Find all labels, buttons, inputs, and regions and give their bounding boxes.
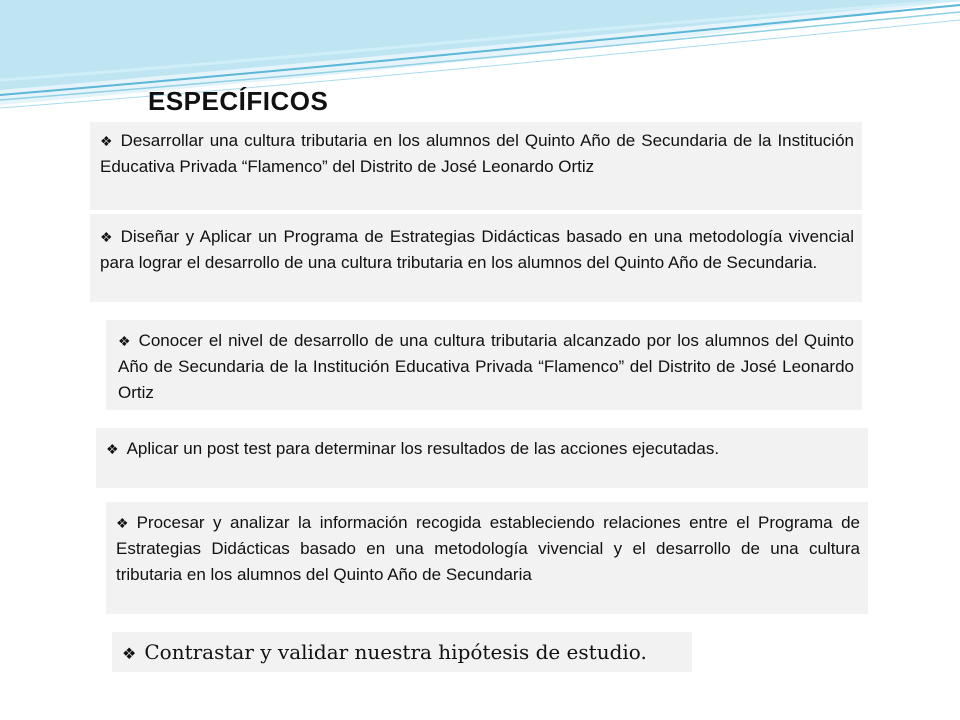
diamond-bullet-icon: ❖	[116, 515, 129, 531]
diamond-bullet-icon: ❖	[122, 644, 137, 663]
objective-text: Procesar y analizar la información recogida estableciendo relaciones entre el Programa de Estrategias Didácticas basado en una metodología vivencial y el desarrollo de una cultura tributaria en los alumnos del Quinto Año de Secundaria	[116, 513, 860, 584]
objective-text: Diseñar y Aplicar un Programa de Estrategias Didácticas basado en una metodología vivencial para lograr el desarrollo de una cultura tributaria en los alumnos del Quinto Año de Secundaria.	[100, 227, 854, 272]
diamond-bullet-icon: ❖	[118, 333, 131, 349]
objective-5	[106, 502, 868, 614]
objective-4	[96, 428, 868, 488]
diamond-bullet-icon: ❖	[106, 441, 119, 457]
header-wave-decoration	[0, 0, 960, 120]
objective-1	[90, 122, 862, 210]
diamond-bullet-icon: ❖	[100, 133, 113, 149]
objective-3	[106, 320, 862, 410]
objective-2	[90, 214, 862, 302]
objective-text: Conocer el nivel de desarrollo de una cultura tributaria alcanzado por los alumnos del Quinto Año de Secundaria de la Institución Educativa Privada “Flamenco” del Distrito de José Leonardo Ortiz	[118, 331, 854, 402]
diamond-bullet-icon: ❖	[100, 229, 113, 245]
objective-text: Contrastar y validar nuestra hipótesis de estudio.	[144, 640, 647, 664]
objective-text: Desarrollar una cultura tributaria en los alumnos del Quinto Año de Secundaria de la Institución Educativa Privada “Flamenco” del Distrito de José Leonardo Ortiz	[100, 131, 854, 176]
objective-6	[112, 632, 692, 672]
section-title: ESPECÍFICOS	[148, 86, 329, 116]
objective-text: Aplicar un post test para determinar los resultados de las acciones ejecutadas.	[126, 439, 720, 458]
